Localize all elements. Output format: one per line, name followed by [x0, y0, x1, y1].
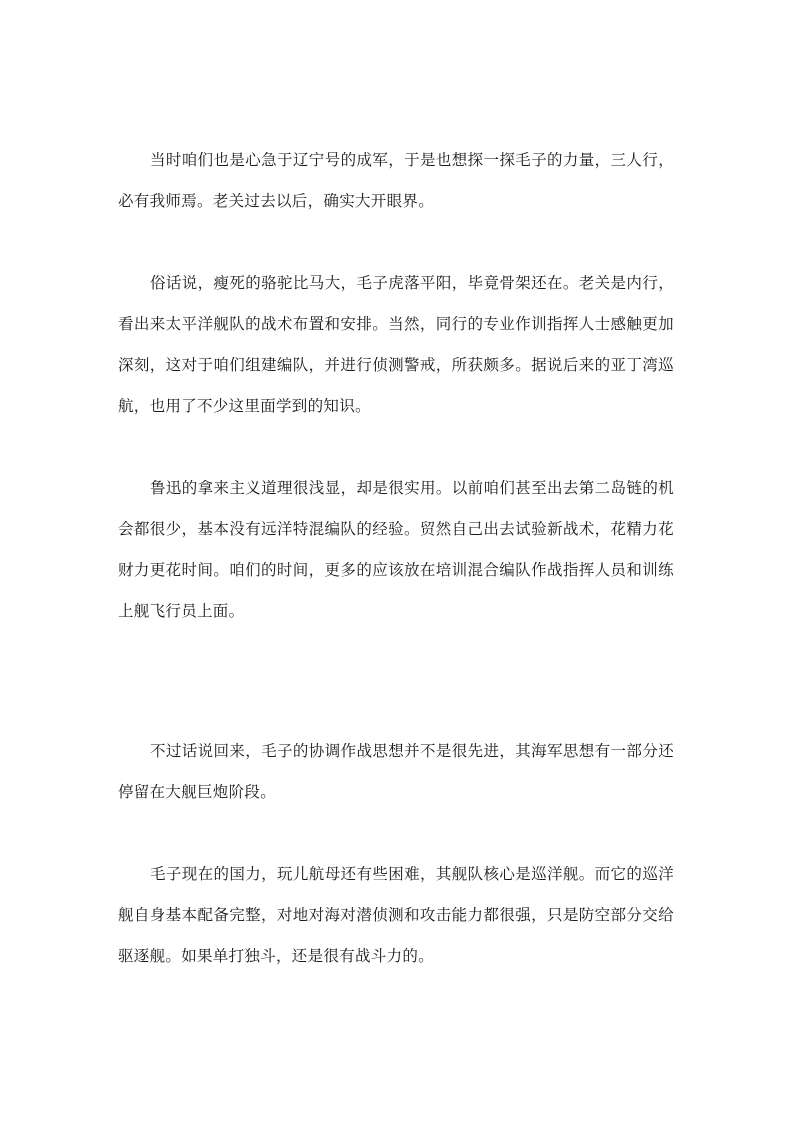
paragraph-3: 鲁迅的拿来主义道理很浅显，却是很实用。以前咱们甚至出去第二岛链的机会都很少，基本没有远洋特混编队的经验。贸然自己出去试验新战术，花精力花财力更花时间。咱们的时间，更多的应该放在培训混合编队作战指挥人员和训练上舰飞行员上面。	[118, 479, 674, 620]
paragraph-5: 毛子现在的国力，玩儿航母还有些困难，其舰队核心是巡洋舰。而它的巡洋舰自身基本配备完整，对地对海对潜侦测和攻击能力都很强，只是防空部分交给驱逐舰。如果单打独斗，还是很有战斗力的。	[118, 865, 674, 965]
paragraph-1: 当时咱们也是心急于辽宁号的成军，于是也想探一探毛子的力量，三人行，必有我师焉。老关过去以后，确实大开眼界。	[118, 151, 674, 210]
paragraph-2: 俗话说，瘦死的骆驼比马大，毛子虎落平阳，毕竟骨架还在。老关是内行，看出来太平洋舰队的战术布置和安排。当然，同行的专业作训指挥人士感触更加深刻，这对于咱们组建编队，并进行侦测警戒，所获颇多。据说后来的亚丁湾巡航，也用了不少这里面学到的知识。	[118, 274, 674, 415]
paragraph-4: 不过话说回来，毛子的协调作战思想并不是很先进，其海军思想有一部分还停留在大舰巨炮阶段。	[118, 742, 674, 801]
